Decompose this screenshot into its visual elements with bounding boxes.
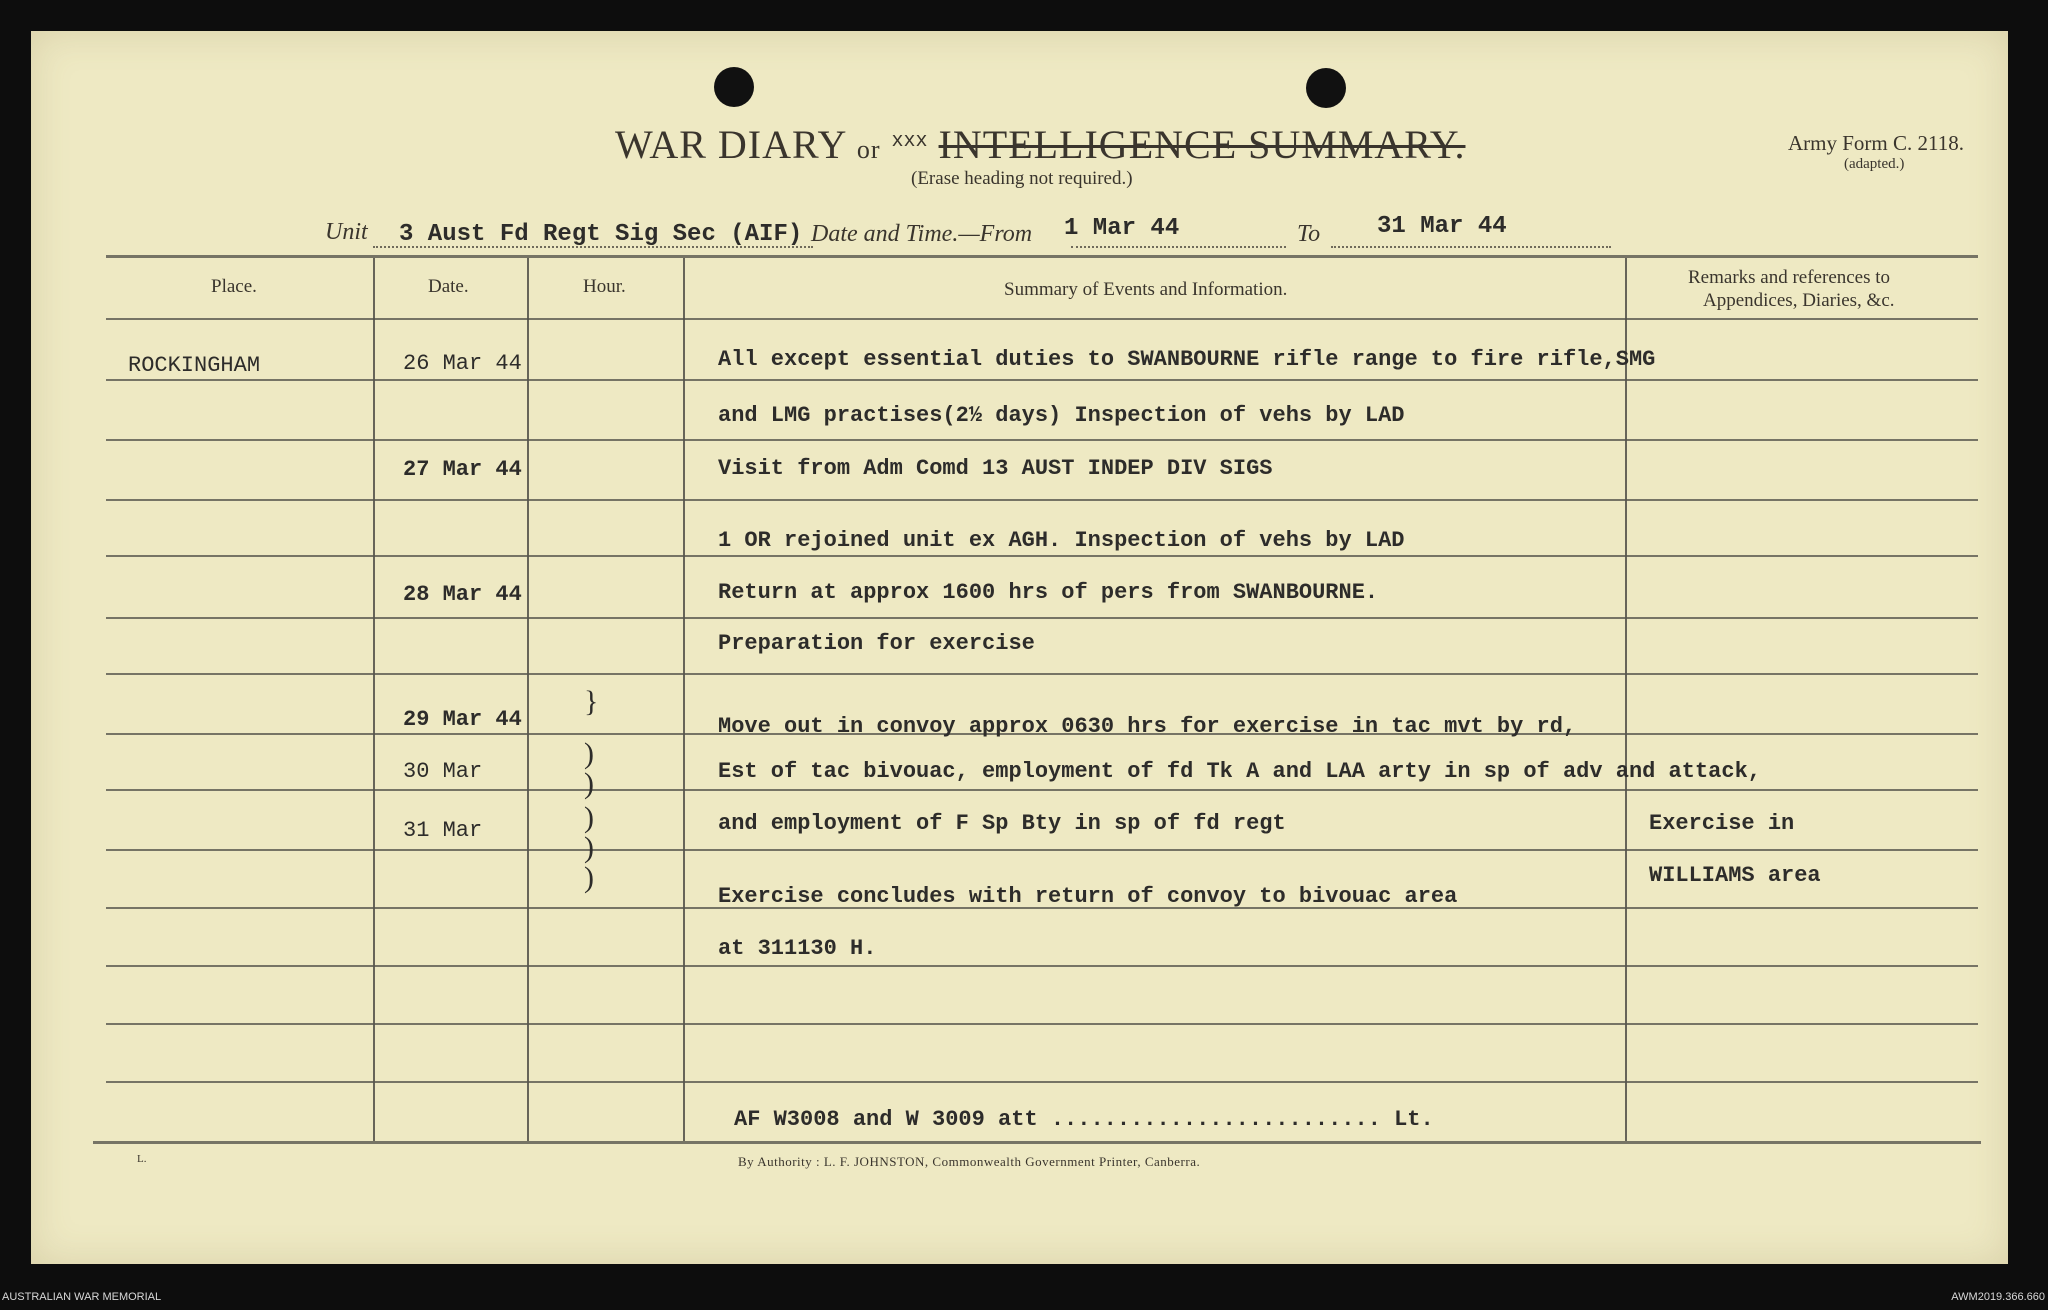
row-rule <box>106 379 1978 381</box>
form-footer-mark: L. <box>137 1153 147 1165</box>
to-dotline <box>1331 246 1611 248</box>
af-attachment-line: AF W3008 and W 3009 att ......................... Lt. <box>734 1107 1434 1132</box>
summary-line: Est of tac bivouac, employment of fd Tk A and LAA arty in sp of adv and attack, <box>718 759 1761 784</box>
table-top-rule <box>106 255 1978 258</box>
summary-line: Move out in convoy approx 0630 hrs for exercise in tac mvt by rd, <box>718 714 1577 739</box>
archive-caption-left: AUSTRALIAN WAR MEMORIAL <box>2 1291 162 1303</box>
column-header-remarks-line2: Appendices, Diaries, &c. <box>1703 290 1895 311</box>
unit-label: Unit <box>325 219 368 245</box>
brace-mark: } <box>584 685 599 718</box>
form-title <box>615 121 1465 168</box>
remarks-entry: Exercise in <box>1649 811 1795 836</box>
row-rule <box>106 555 1978 557</box>
column-header-place: Place. <box>211 276 257 297</box>
to-label: To <box>1297 221 1321 247</box>
row-rule <box>106 499 1978 501</box>
table-bottom-rule <box>93 1141 1981 1144</box>
subtitle: (Erase heading not required.) <box>911 168 1133 189</box>
date-entry: 28 Mar 44 <box>403 582 522 607</box>
title-main: WAR DIARY <box>615 122 846 167</box>
column-divider <box>1625 258 1627 1141</box>
adapted-note: (adapted.) <box>1844 156 1905 172</box>
row-rule <box>106 439 1978 441</box>
summary-line: Exercise concludes with return of convoy to bivouac area <box>718 884 1458 909</box>
brace-mark: ) <box>584 861 594 894</box>
remarks-entry: WILLIAMS area <box>1649 863 1821 888</box>
army-form-number: Army Form C. 2118. <box>1788 131 1964 155</box>
date-entry: 26 Mar 44 <box>403 351 522 376</box>
archive-caption-right: AWM2019.366.660 <box>1951 1291 2045 1303</box>
datetime-label: Date and Time.—From <box>811 221 1033 247</box>
row-rule <box>106 617 1978 619</box>
printer-authority: By Authority : L. F. JOHNSTON, Commonwealth Government Printer, Canberra. <box>738 1154 1201 1169</box>
place-entry: ROCKINGHAM <box>128 353 261 378</box>
summary-line: Visit from Adm Comd 13 AUST INDEP DIV SIGS <box>718 456 1273 481</box>
column-header-hour: Hour. <box>583 276 626 297</box>
row-rule <box>106 789 1978 791</box>
column-header-summary: Summary of Events and Information. <box>1004 279 1288 300</box>
summary-line: at 311130 H. <box>718 936 877 961</box>
title-struck-prefix: xxx <box>891 130 928 153</box>
column-divider <box>373 258 375 1141</box>
date-entry: 31 Mar <box>403 818 483 843</box>
punch-hole <box>714 67 754 107</box>
row-rule <box>106 1081 1978 1083</box>
header-bottom-rule <box>106 318 1978 320</box>
to-value: 31 Mar 44 <box>1377 213 1507 240</box>
date-entry: 27 Mar 44 <box>403 457 522 482</box>
brace-mark: ) <box>584 737 594 770</box>
column-divider <box>683 258 685 1141</box>
brace-mark: ) <box>584 831 594 864</box>
summary-line: All except essential duties to SWANBOURNE rifle range to fire rifle,SMG <box>718 347 1656 372</box>
summary-line: and LMG practises(2½ days) Inspection of vehs by LAD <box>718 403 1405 428</box>
summary-line: and employment of F Sp Bty in sp of fd regt <box>718 811 1286 836</box>
summary-line: Preparation for exercise <box>718 631 1035 656</box>
war-diary-sheet <box>31 31 2008 1264</box>
row-rule <box>106 965 1978 967</box>
punch-hole <box>1306 68 1346 108</box>
row-rule <box>106 673 1978 675</box>
summary-line: 1 OR rejoined unit ex AGH. Inspection of vehs by LAD <box>718 528 1405 553</box>
brace-mark: ) <box>584 767 594 800</box>
row-rule <box>106 849 1978 851</box>
column-divider <box>527 258 529 1141</box>
unit-value: 3 Aust Fd Regt Sig Sec (AIF) <box>399 221 803 248</box>
from-dotline <box>1071 246 1286 248</box>
from-value: 1 Mar 44 <box>1064 215 1180 242</box>
summary-line: Return at approx 1600 hrs of pers from SWANBOURNE. <box>718 580 1379 605</box>
row-rule <box>106 1023 1978 1025</box>
date-entry: 29 Mar 44 <box>403 707 522 732</box>
date-entry: 30 Mar <box>403 759 483 784</box>
column-header-remarks: Remarks and references to <box>1688 267 1891 288</box>
brace-mark: ) <box>584 801 594 834</box>
title-or: or <box>856 135 881 164</box>
column-header-date: Date. <box>428 276 469 297</box>
title-struck: INTELLIGENCE SUMMARY. <box>938 122 1466 167</box>
